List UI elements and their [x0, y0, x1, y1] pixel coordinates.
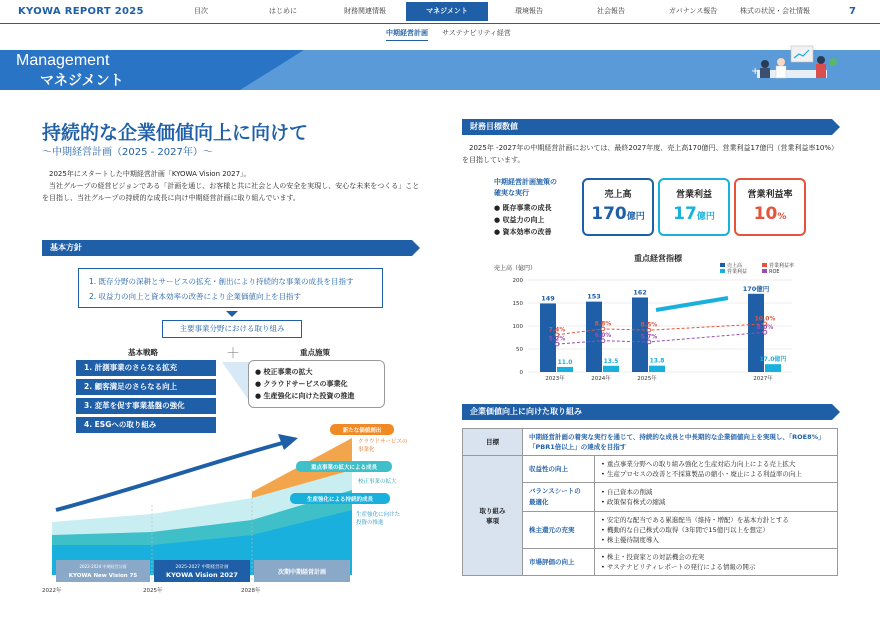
value-heading: 企業価値向上に向けた取り組み — [462, 404, 832, 420]
callout-pointer — [222, 362, 250, 402]
plan-bullets — [494, 177, 574, 238]
main-nav — [160, 2, 816, 21]
row-item: • 株主優待制度導入 — [601, 536, 659, 544]
expand-core-label: 重点事業の拡大による成長 — [310, 465, 378, 471]
legend-swatch — [762, 269, 767, 273]
strategy-item: 2. 顧客満足のさらなる向上 — [76, 379, 216, 395]
row-item: • 生産プロセスの改善と不採算製品の縮小・廃止による利益率の向上 — [601, 470, 802, 478]
x-tick-label: 2027年 — [753, 376, 773, 382]
table-row — [463, 456, 838, 483]
fin-target-text: 2025年 -2027年の中期経営計画においては、最終2027年度、売上高170億円、営業利益17億円（営業利益率10%）を目指しています。 — [462, 144, 839, 164]
subnav-tab[interactable]: サステナビリティ経営 — [442, 29, 511, 37]
line-label: 8.0% — [756, 323, 774, 331]
goal-row — [463, 429, 838, 456]
bar-profit-label: 13.5 — [603, 357, 619, 365]
line-label: 5.2% — [548, 335, 566, 343]
row-item: • 政策保有株式の縮減 — [601, 498, 666, 506]
kpi-chart — [492, 252, 824, 386]
line-point — [647, 328, 651, 332]
prod-sub-label-2: 投資の推進 — [356, 520, 384, 526]
bar-profit — [603, 366, 619, 372]
x-tick-label: 2023年 — [545, 376, 565, 382]
strategy-item: 3. 変革を促す事業基盤の強化 — [76, 398, 216, 414]
bar-sales-label: 149 — [541, 294, 555, 303]
value-table — [462, 428, 838, 576]
y-tick-label: 50 — [516, 347, 523, 353]
y-tick-label: 100 — [512, 324, 523, 330]
measure-item: ● クラウドサービスの事業化 — [255, 380, 348, 388]
legend-swatch — [720, 263, 725, 267]
new-value-label: 新たな価値創出 — [342, 428, 382, 434]
nav-tab[interactable]: 環境報告 — [515, 7, 543, 15]
nav-tab[interactable]: 目次 — [194, 7, 208, 15]
row-items — [595, 549, 838, 576]
bar-profit-label: 17.0億円 — [759, 356, 787, 364]
nav-tab[interactable]: 社会報告 — [597, 7, 625, 15]
cloud-label-1: クラウドサービスの — [358, 439, 408, 445]
nav-tab[interactable]: ガバナンス報告 — [668, 7, 718, 15]
basic-policy-heading: 基本方針 — [42, 240, 412, 256]
down-arrow-icon — [226, 311, 238, 319]
y-tick-label: 200 — [512, 278, 523, 284]
row-item: • 機動的な自己株式の取得（3年間で15億円以上を想定） — [601, 526, 769, 534]
row-item: • サステナビリティレポートの発行による情報の開示 — [601, 563, 756, 571]
row-item: • 自己資本の削減 — [601, 488, 653, 496]
legend-label: 売上高 — [727, 263, 743, 269]
plus-icon: ＋ — [226, 346, 240, 362]
chart-title: 重点経営指標 — [634, 254, 682, 263]
bar-profit — [765, 364, 781, 372]
strategy-item: 1. 計測事業のさらなる拡充 — [76, 360, 216, 376]
goal-label: 目標 — [463, 429, 523, 456]
strategy-label: 基本戦略 — [128, 348, 158, 357]
line-label: 7.4% — [548, 326, 566, 334]
policy-box — [78, 268, 383, 308]
calib-label: 校正事業の拡大 — [358, 479, 397, 485]
measures-label: 重点施策 — [300, 348, 330, 357]
line-point — [601, 327, 605, 331]
production-label: 生産強化による持続的成長 — [306, 497, 374, 503]
subnav-tab[interactable]: 中期経営計画 — [386, 28, 428, 41]
legend-swatch — [720, 269, 725, 273]
bar-sales-label: 170億円 — [742, 284, 770, 293]
row-label: 市場評価の向上 — [523, 549, 595, 576]
year-label: 2028年 — [241, 588, 261, 594]
measures-callout — [248, 360, 385, 408]
top-header — [0, 0, 880, 24]
meeting-illustration — [745, 42, 840, 88]
page-title: 持続的な企業価値向上に向けて — [42, 122, 309, 144]
legend-label: 営業利益 — [727, 269, 748, 275]
bar-profit-label: 13.8 — [649, 357, 665, 365]
kpi-sales-card — [582, 178, 654, 236]
line-label: 8.5% — [640, 321, 658, 329]
phase-top: 2025-2027 中期経営計画 — [175, 565, 229, 570]
kpi-value: 10% — [753, 204, 787, 224]
kpi-profit-card — [658, 178, 730, 236]
year-label: 2025年 — [143, 588, 163, 594]
row-label: 株主還元の充実 — [523, 512, 595, 549]
intro-paragraph: 2025年にスタートした中期経営計画「KYOWA Vision 2027」。 当社グループの経営ビジョンである「計画を通じ、お客様と共に社会と人の安全を実現し、安心な未来をつくる」ことを目指し、当社グループの持続的な成長に向け中期経営計画に取り組んでいます。 — [42, 170, 420, 202]
row-item: • 株主・投資家との対話機会の充実 — [601, 553, 705, 561]
y-tick-label: 0 — [519, 370, 523, 376]
line-point — [555, 342, 559, 346]
x-tick-label: 2025年 — [637, 376, 657, 382]
band-title-jp: マネジメント — [40, 73, 124, 89]
y-tick-label: 150 — [512, 301, 523, 307]
line-label: 6.0% — [594, 332, 612, 340]
legend-swatch — [762, 263, 767, 267]
plan-title: 中期経営計画施策の 確実な実行 — [494, 178, 557, 197]
phase-top: 2022-2024 中期経営計画 — [79, 564, 127, 569]
plan-bullet: ● 収益力の向上 — [494, 216, 545, 224]
nav-tab[interactable]: マネジメント — [406, 2, 488, 21]
growth-diagram — [42, 410, 408, 595]
svg-text:+: + — [751, 66, 760, 77]
row-label: 収益性の向上 — [523, 456, 595, 483]
plan-bullet: ● 既存事業の成長 — [494, 204, 552, 212]
bar-profit — [557, 367, 573, 372]
nav-tab[interactable]: 株式の状況・会社情報 — [740, 7, 810, 15]
page-number: 7 — [849, 6, 856, 17]
x-tick-label: 2024年 — [591, 376, 611, 382]
row-items — [595, 456, 838, 483]
rows-label: 取り組み 事項 — [463, 456, 523, 576]
measure-item: ● 校正事業の拡大 — [255, 368, 313, 376]
line-point — [601, 339, 605, 343]
phase-main: 次期中期経営計画 — [277, 569, 327, 576]
legend-label: 営業利益率 — [769, 263, 795, 269]
kpi-title: 売上高 — [604, 190, 632, 200]
bar-profit — [649, 366, 665, 372]
band-title-en: Management — [16, 52, 110, 69]
row-item: • 重点事業分野への取り組み強化と生産対応力向上による売上拡大 — [601, 460, 796, 468]
main-field-box: 主要事業分野における取り組み — [162, 320, 302, 338]
plan-bullet: ● 資本効率の改善 — [494, 228, 552, 236]
sub-nav — [386, 28, 511, 41]
kpi-margin-card — [734, 178, 806, 236]
kpi-title: 営業利益率 — [747, 190, 793, 200]
goal-text: 中期経営計画の着実な実行を通じて、持続的な成長と中長期的な企業価値向上を実現し、「ROE8%」「PBR1倍以上」の達成を目指す — [523, 429, 838, 456]
line-point — [647, 340, 651, 344]
line-label: 10.0% — [754, 315, 776, 323]
nav-tab[interactable]: 財務関連情報 — [344, 7, 386, 15]
fin-target-heading: 財務目標数値 — [462, 119, 832, 135]
line-label: 8.8% — [594, 320, 612, 328]
row-label: バランスシートの 最適化 — [523, 483, 595, 512]
kpi-value: 17億円 — [673, 204, 715, 224]
year-label: 2022年 — [42, 588, 62, 594]
nav-tab[interactable]: はじめに — [269, 7, 297, 15]
y-axis-label: 売上高（億円） — [494, 265, 537, 272]
bar-profit-label: 11.0 — [557, 358, 573, 366]
page-subtitle: ～中期経営計画（2025 - 2027年）～ — [42, 147, 213, 158]
legend-label: ROE — [769, 269, 780, 275]
row-items — [595, 512, 838, 549]
line-label: 5.7% — [640, 333, 658, 341]
policy-item: 1. 既存分野の深耕とサービスの拡充・創出により持続的な事業の成長を目指す — [89, 277, 354, 286]
bar-sales-label: 153 — [587, 292, 601, 301]
growth-arrow — [656, 298, 728, 310]
intro-text — [42, 168, 422, 204]
prod-sub-label-1: 生産強化に向けた — [356, 512, 401, 518]
line-point — [763, 330, 767, 334]
kpi-value: 170億円 — [591, 204, 645, 224]
policy-item: 2. 収益力の向上と資本効率の改善により企業価値向上を目指す — [89, 292, 302, 301]
row-item: • 安定的な配当である累進配当（維持・増配）を基本方針とする — [601, 516, 789, 524]
cloud-label-2: 事業化 — [358, 447, 375, 453]
phase-main: KYOWA Vision 2027 — [166, 571, 238, 579]
strategy-item: 4. ESGへの取り組み — [76, 417, 216, 433]
bar-sales-label: 162 — [633, 288, 647, 297]
phase-main: KYOWA New Vision 75 — [68, 573, 138, 579]
row-items — [595, 483, 838, 512]
kpi-title: 営業利益 — [675, 190, 712, 200]
measure-item: ● 生産強化に向けた投資の推進 — [255, 392, 355, 400]
report-brand: KYOWA REPORT 2025 — [18, 6, 144, 17]
